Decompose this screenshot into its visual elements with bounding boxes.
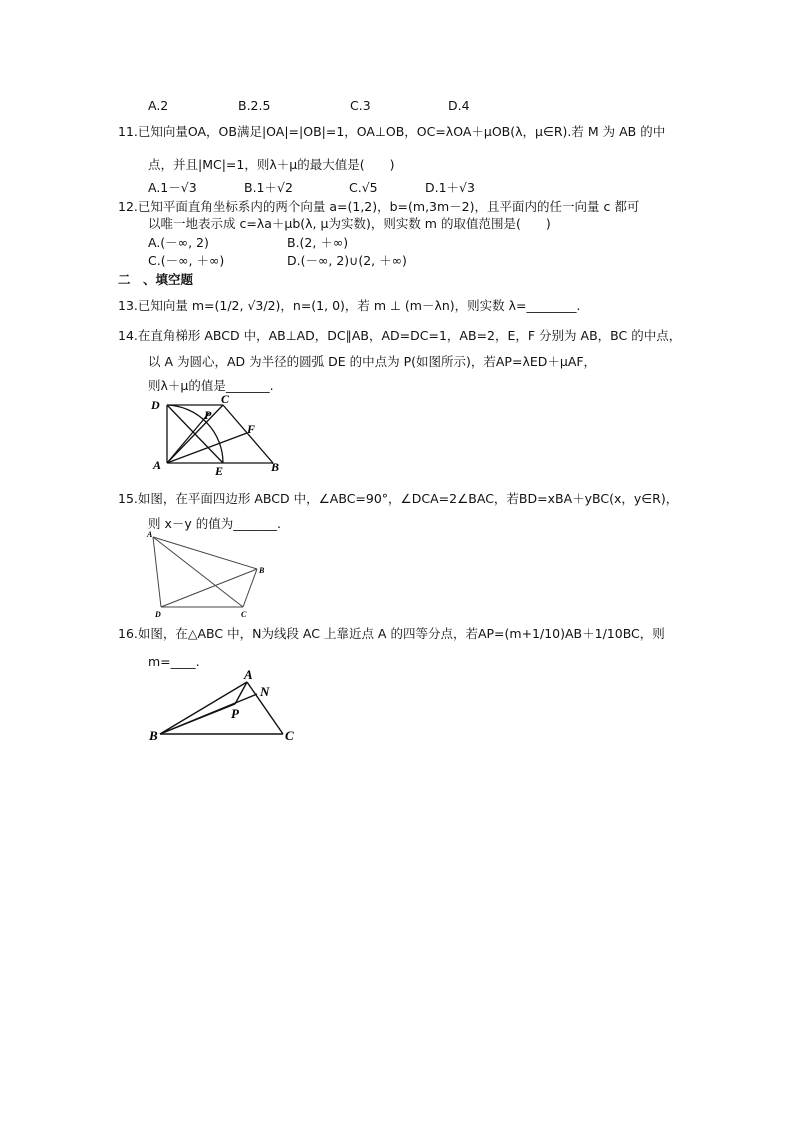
q16-triangle-figure: [145, 666, 305, 746]
q14-label-e: E: [215, 464, 224, 478]
q16-label-p: P: [231, 706, 239, 721]
q16-label-b: B: [149, 728, 158, 743]
q15-stem-line1: 15.如图，在平面四边形 ABCD 中，∠ABC=90°，∠DCA=2∠BAC，若BD=xBA＋yBC(x，y∈R)，: [118, 491, 679, 506]
q16-stem-line1: 16.如图，在△ABC 中，N为线段 AC 上靠近点 A 的四等分点，若AP=(m+1/10)AB＋1/10BC，则: [118, 626, 665, 641]
q14-label-f: F: [247, 422, 256, 436]
q12-option-c: C.(－∞, ＋∞): [148, 253, 225, 268]
q14-stem-line3: 则λ＋μ的值是_______.: [148, 378, 274, 393]
q14-stem-line2: 以 A 为圆心，AD 为半径的圆弧 DE 的中点为 P(如图所示)，若AP=λED＋μAF，: [148, 354, 597, 369]
q12-option-b: B.(2, ＋∞): [287, 235, 349, 250]
q15-label-b: B: [259, 566, 265, 575]
q14-label-d: D: [151, 398, 160, 412]
q14-label-b: B: [271, 460, 280, 474]
q12-stem-line2: 以唯一地表示成 c=λa＋μb(λ, μ为实数)，则实数 m 的取值范围是( ): [148, 216, 551, 231]
q11-stem-line1: 11.已知向量OA，OB满足|OA|=|OB|=1，OA⊥OB，OC=λOA＋μOB(λ，μ∈R).若 M 为 AB 的中: [118, 124, 666, 139]
q10-option-d: D.4: [448, 98, 470, 113]
q14-stem-line1: 14.在直角梯形 ABCD 中，AB⊥AD，DC∥AB，AD=DC=1，AB=2，E，F 分别为 AB，BC 的中点，: [118, 328, 682, 343]
q15-label-a: A: [147, 530, 153, 539]
q14-label-a: A: [153, 458, 162, 472]
q15-quadrilateral-figure: [145, 529, 270, 619]
q15-label-d: D: [155, 610, 161, 619]
q10-option-c: C.3: [350, 98, 371, 113]
q11-option-d: D.1＋√3: [425, 180, 475, 195]
q16-label-c: C: [285, 728, 294, 743]
q15-label-c: C: [241, 610, 247, 619]
q14-trapezoid-figure: [145, 393, 290, 478]
q16-label-a: A: [244, 667, 253, 682]
q16-label-n: N: [260, 684, 270, 699]
q16-stem-line2: m=____.: [148, 654, 200, 669]
q12-stem-line1: 12.已知平面直角坐标系内的两个向量 a=(1,2)，b=(m,3m－2)，且平面内的任一向量 c 都可: [118, 199, 640, 214]
q10-option-a: A.2: [148, 98, 169, 113]
q11-option-b: B.1＋√2: [244, 180, 293, 195]
q14-label-p: P: [204, 408, 212, 422]
q14-label-c: C: [221, 393, 230, 406]
q11-option-a: A.1－√3: [148, 180, 197, 195]
q15-stem-line2: 则 x－y 的值为_______.: [148, 516, 281, 531]
q11-option-c: C.√5: [349, 180, 378, 195]
section-fill-in-title: 二 、填空题: [118, 272, 194, 287]
q11-stem-line2: 点，并且|MC|=1，则λ＋μ的最大值是( ): [148, 157, 395, 172]
q12-option-a: A.(－∞, 2): [148, 235, 209, 250]
q10-option-b: B.2.5: [238, 98, 271, 113]
q12-option-d: D.(－∞, 2)∪(2, ＋∞): [287, 253, 407, 268]
q13-stem: 13.已知向量 m=(1/2, √3/2)，n=(1, 0)，若 m ⊥ (m－λn)，则实数 λ=________.: [118, 298, 581, 313]
